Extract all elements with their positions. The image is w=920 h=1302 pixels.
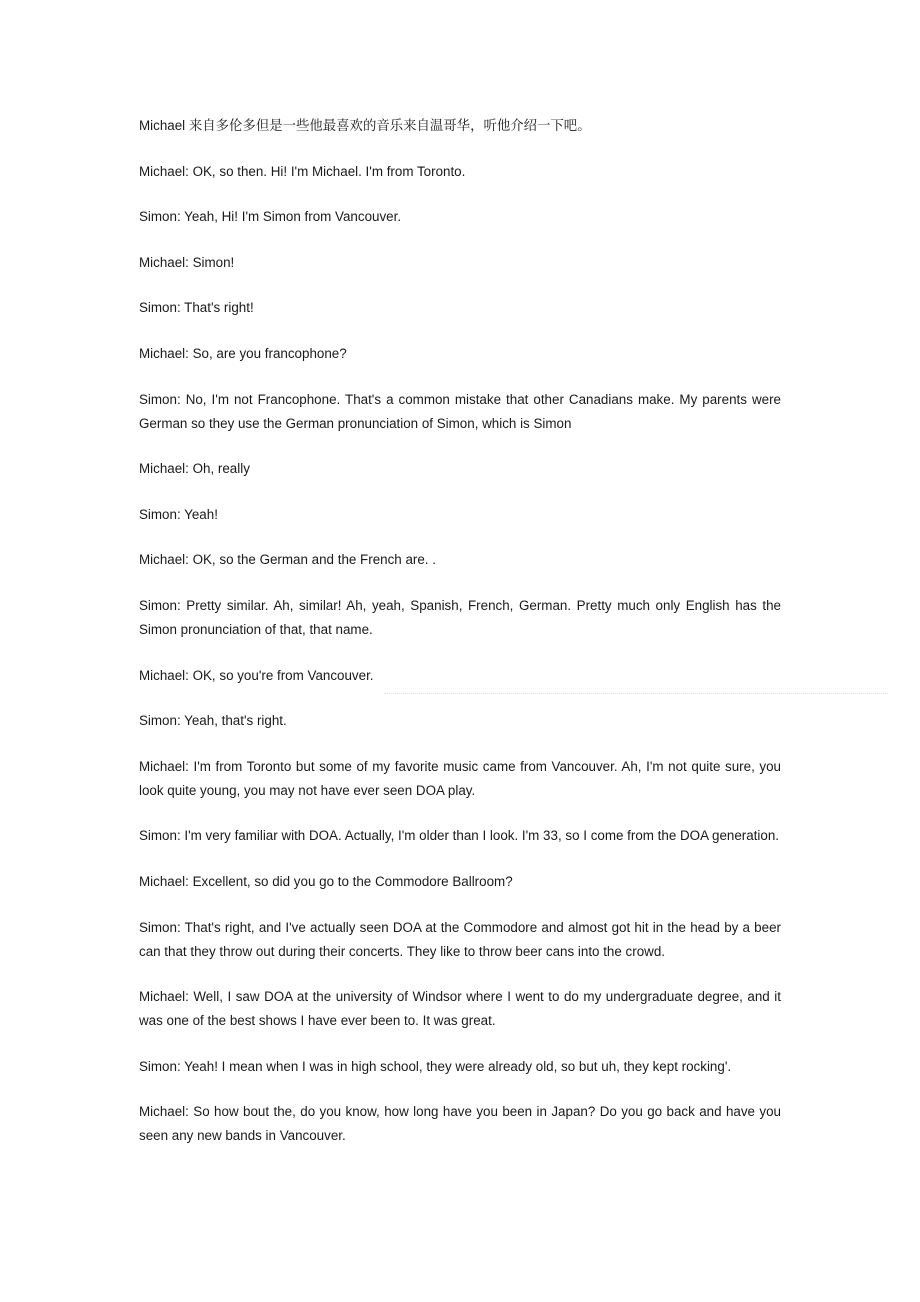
dialogue-line: Simon: No, I'm not Francophone. That's a common mistake that other Canadians make. My parents were German so they use the German pronunciation of Simon, which is Simon: [139, 391, 781, 431]
intro-paragraph: Michael 来自多伦多但是一些他最喜欢的音乐来自温哥华，听他介绍一下吧。: [139, 118, 591, 133]
dialogue-line: Michael: I'm from Toronto but some of my favorite music came from Vancouver. Ah, I'm not quite sure, you look quite young, you may not have ever seen DOA play.: [139, 758, 781, 798]
dialogue-line: Michael: Well, I saw DOA at the university of Windsor where I went to do my undergraduate degree, and it was one of the best shows I have ever been to. It was great.: [139, 989, 781, 1029]
dialogue-line: Michael: So, are you francophone?: [139, 345, 347, 361]
dialogue-line: Michael: So how bout the, do you know, how long have you been in Japan? Do you go back and have you seen any new bands in Vancouver.: [139, 1104, 781, 1144]
dialogue-line: Simon: Yeah, Hi! I'm Simon from Vancouver.: [139, 209, 402, 225]
dialogue-line: Simon: Yeah! I mean when I was in high school, they were already old, so but uh, they kept rocking'.: [139, 1058, 732, 1074]
dialogue-line: Michael: OK, so then. Hi! I'm Michael. I'm from Toronto.: [139, 163, 466, 179]
document-body: [139, 114, 781, 1170]
dialogue-line: Simon: Yeah!: [139, 506, 218, 522]
dialogue-line: Michael: Simon!: [139, 254, 235, 270]
dialogue-line: Michael: OK, so the German and the French are. .: [139, 552, 436, 568]
dialogue-line: Simon: That's right!: [139, 300, 254, 316]
dialogue-line: Michael: OK, so you're from Vancouver.: [139, 667, 374, 683]
dialogue-line: Michael: Excellent, so did you go to the Commodore Ballroom?: [139, 873, 513, 889]
dialogue-line: Simon: Pretty similar. Ah, similar! Ah, yeah, Spanish, French, German. Pretty much only English has the Simon pronunciation of that, that name.: [139, 597, 781, 637]
dotted-divider: [384, 693, 888, 694]
dialogue-line: Michael: Oh, really: [139, 461, 250, 477]
dialogue-line: Simon: I'm very familiar with DOA. Actually, I'm older than I look. I'm 33, so I come from the DOA generation.: [139, 828, 779, 844]
dialogue-line: Simon: Yeah, that's right.: [139, 713, 287, 729]
dialogue-line: Simon: That's right, and I've actually seen DOA at the Commodore and almost got hit in the head by a beer can that they throw out during their concerts. They like to throw beer cans into the crowd.: [139, 919, 781, 959]
